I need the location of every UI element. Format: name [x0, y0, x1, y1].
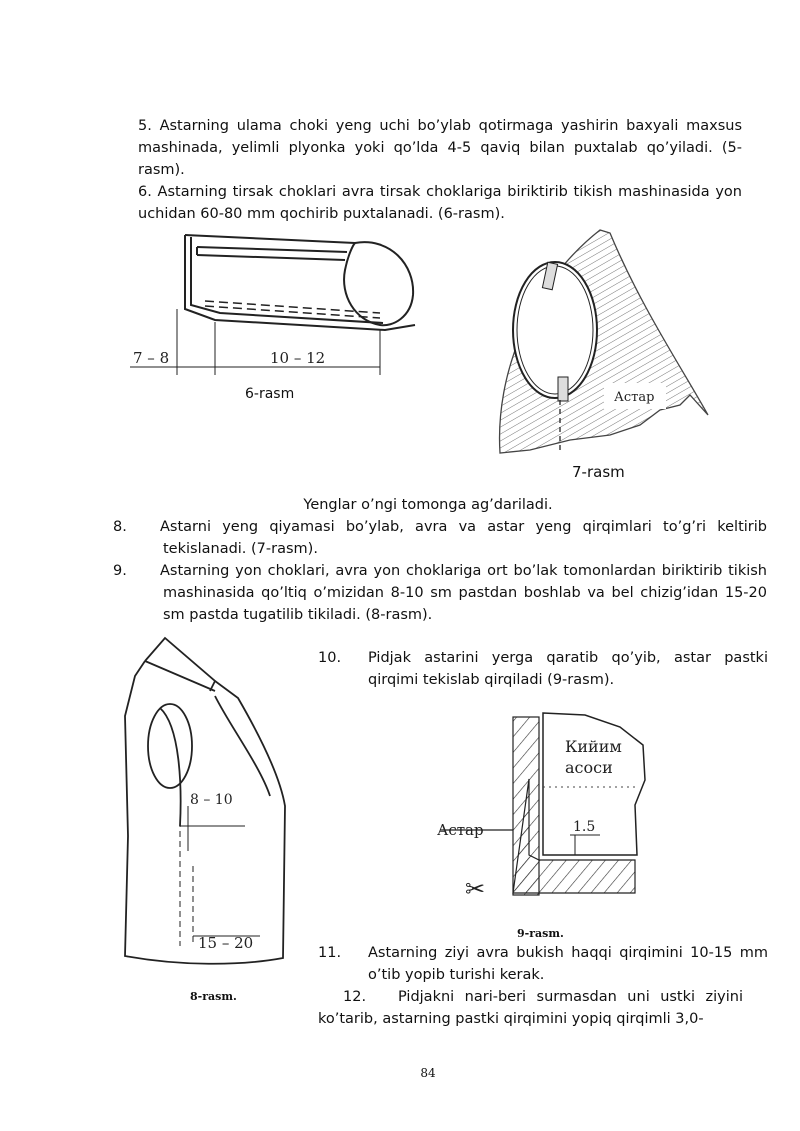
scissors-icon: ✂ [465, 875, 486, 903]
list-item-9 [113, 560, 767, 626]
figure-9-caption: 9-rasm. [517, 927, 564, 940]
list-item-8-number: 8. [113, 519, 127, 535]
list-item-12 [318, 986, 743, 1030]
fig6-dim-right: 10 – 12 [270, 349, 326, 367]
fig7-lining-label: Астар [614, 390, 655, 405]
list-item-11 [318, 942, 768, 986]
fig9-main-label-1: Кийим [565, 737, 622, 756]
fig6-dim-left: 7 – 8 [133, 349, 170, 367]
page-number: 84 [420, 1066, 436, 1080]
paragraph-6: 6. Astarning tirsak choklari avra tirsak choklariga biriktirib tikish mashinasida yon uchidan 60-80 mm qochirib puxtalanadi. (6-rasm). [138, 184, 742, 222]
figure-9-hem-diagram [435, 705, 655, 905]
figure-7-lining-diagram [490, 225, 720, 455]
figure-7-caption: 7-rasm [572, 463, 625, 481]
center-heading-line: Yenglar o’ngi tomonga ag’dariladi. [303, 497, 553, 513]
fig8-dim-bottom: 15 – 20 [198, 934, 254, 952]
list-item-10-text: Pidjak astarini yerga qaratib qo’yib, astar pastki qirqimi tekislab qirqiladi (9-rasm). [368, 650, 768, 688]
fig9-dim: 1.5 [573, 819, 596, 835]
list-item-11-text: Astarning ziyi avra bukish haqqi qirqimini 10-15 mm o’tib yopib turishi kerak. [368, 945, 768, 983]
list-item-8 [113, 516, 767, 560]
list-item-12-text: Pidjakni nari-beri surmasdan uni ustki ziyini ko’tarib, astarning pastki qirqimini yopiq qirqimli 3,0- [318, 989, 743, 1027]
list-item-8-text: Astarni yeng qiyamasi bo’ylab, avra va astar yeng qirqimlari to’g’ri keltirib tekislanadi. (7-rasm). [160, 519, 767, 557]
list-item-9-number: 9. [113, 563, 127, 579]
figure-8-jacket-diagram [120, 636, 290, 976]
figure-8-caption: 8-rasm. [190, 990, 237, 1003]
paragraph-5: 5. Astarning ulama choki yeng uchi bo’ylab qotirmaga yashirin baxyali maxsus mashinada, yelimli plyonka yoki qo’lda 4-5 qaviq bilan puxtalab qo’yiladi. (5-rasm). [138, 118, 742, 178]
fig8-dim-top: 8 – 10 [190, 792, 233, 808]
fig9-main-label-2: асоси [565, 758, 613, 777]
figure-6-caption: 6-rasm [245, 386, 295, 398]
figure-6-sleeve-diagram [125, 225, 425, 405]
list-item-12-number: 12. [343, 989, 367, 1005]
list-item-11-number: 11. [318, 945, 342, 961]
list-item-10 [318, 647, 768, 691]
list-item-9-text: Astarning yon choklari, avra yon choklariga ort bo’lak tomonlardan biriktirib tikish mashinasida qo’ltiq o’mizidan 8-10 sm pastdan boshlab va bel chizig’idan 15-20 sm pastda tugatilib tikiladi. (8-rasm). [160, 563, 767, 623]
fig9-lining-label: Астар [437, 821, 484, 839]
list-item-10-number: 10. [318, 650, 342, 666]
